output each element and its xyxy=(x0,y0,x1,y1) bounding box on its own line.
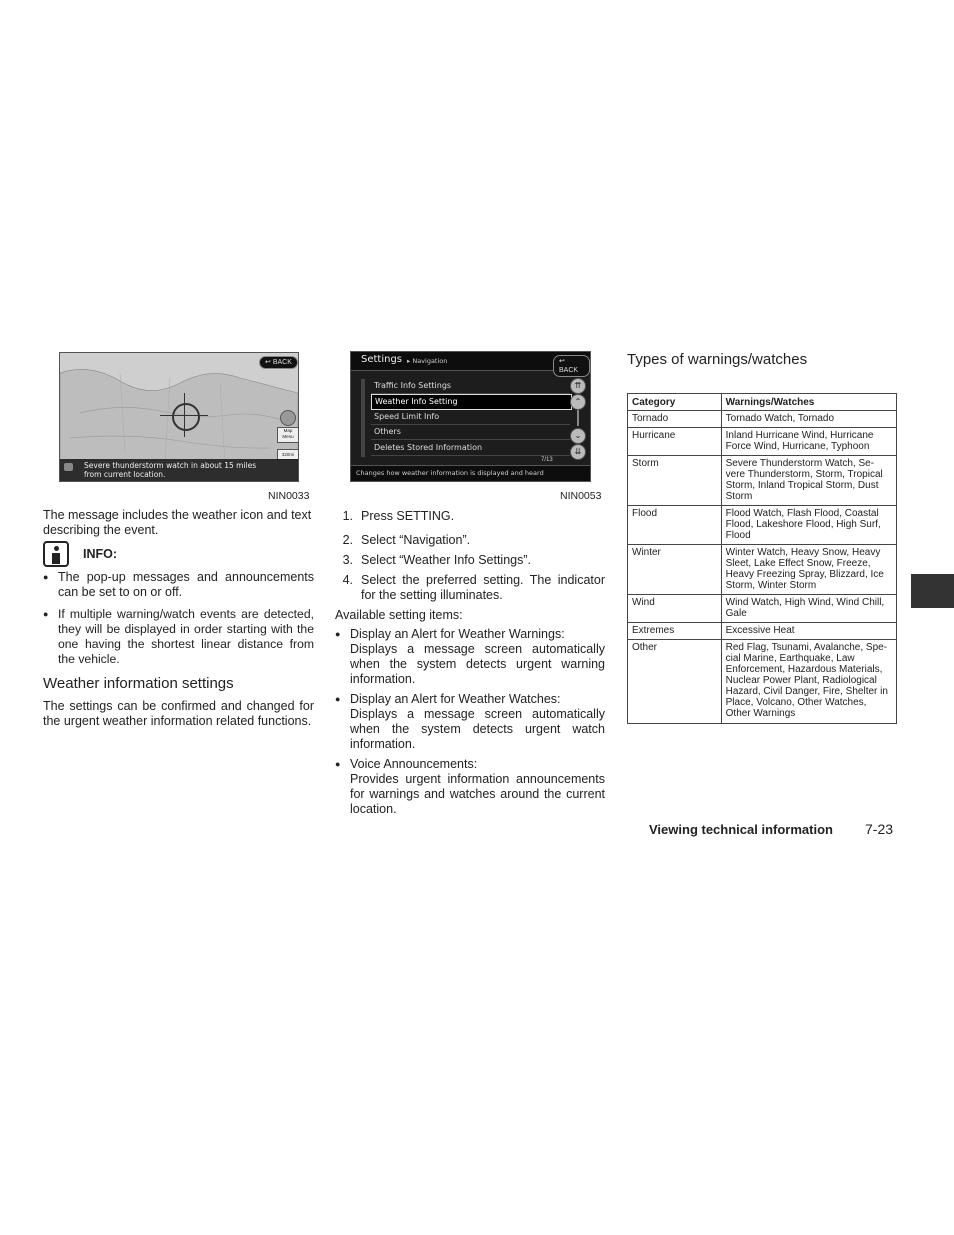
page-count: 7/13 xyxy=(541,457,553,463)
status-text: Changes how weather information is displayed and heard xyxy=(356,469,544,477)
header-warnings: Warnings/Watches xyxy=(721,394,896,411)
menu-item-traffic[interactable]: Traffic Info Settings xyxy=(371,379,570,394)
menu-accent xyxy=(361,379,365,457)
info-bullet: ● The pop-up messages and announcements can be set to on or off. xyxy=(43,570,314,600)
setting-item: ● Display an Alert for Weather Watches: Displays a message screen automatically when the system detects urgent watch information. xyxy=(335,692,605,752)
back-button-2[interactable]: ↩ BACK xyxy=(553,355,590,377)
step-item: 3. Select “Weather Info Settings”. xyxy=(342,553,531,567)
table-row: Other Red Flag, Tsunami, Avalanche, Spe- cial Marine, Earthquake, Law Enforcement, Hazardous Materials, Nuclear Power Plant, Radiological Hazard, Civil Danger, Fire, Shelter in Place, Volcano, Other Watches, Other Warnings xyxy=(628,640,897,724)
settings-title: Settings xyxy=(361,354,403,365)
map-scale: 320mi xyxy=(277,449,299,460)
section-title-weather: Weather information settings xyxy=(43,675,234,692)
table-row: Extremes Excessive Heat xyxy=(628,623,897,640)
table-row: Tornado Tornado Watch, Tornado xyxy=(628,411,897,428)
status-bar xyxy=(351,465,590,482)
step-item: 1. Press SETTING. xyxy=(342,509,455,523)
menu-item-delete[interactable]: Deletes Stored Information xyxy=(371,441,570,456)
info-bullet: ● If multiple warning/watch events are detected, they will be displayed in order starting with the one having the shortest linear distance from the vehicle. xyxy=(43,607,314,667)
scrollbar[interactable] xyxy=(577,410,579,426)
footer-section: Viewing technical information xyxy=(649,822,833,837)
figure2-caption: NIN0053 xyxy=(560,490,602,502)
table-row: Wind Wind Watch, High Wind, Wind Chill, Gale xyxy=(628,595,897,623)
page-number: 7-23 xyxy=(865,821,894,837)
crosshair-v-line xyxy=(184,393,185,437)
table-row: Storm Severe Thunderstorm Watch, Se- vere Thunderstorm, Storm, Tropical Storm, Inland Tropical Storm, Dust Storm xyxy=(628,456,897,506)
menu-item-speed[interactable]: Speed Limit Info xyxy=(371,410,570,425)
alert-bar xyxy=(60,459,298,481)
map-screenshot xyxy=(59,352,299,482)
steps-list xyxy=(335,509,605,608)
setting-item: ● Voice Announcements: Provides urgent information announcements for warnings and watches around the current location. xyxy=(335,757,605,817)
available-label: Available setting items: xyxy=(335,608,463,622)
info-bullets xyxy=(43,570,314,673)
menu-item-others[interactable]: Others xyxy=(371,425,570,440)
table-header-row xyxy=(628,394,897,411)
table-row: Winter Winter Watch, Heavy Snow, Heavy Sleet, Lake Effect Snow, Freeze, Heavy Freezing Spray, Blizzard, Ice Storm, Winter Storm xyxy=(628,545,897,595)
warnings-table xyxy=(627,393,897,724)
crosshair-icon xyxy=(172,403,200,431)
scroll-up-icon[interactable]: ⌃ xyxy=(570,394,586,410)
scroll-bottom-icon[interactable]: ⇊ xyxy=(570,444,586,460)
setting-item: ● Display an Alert for Weather Warnings: Displays a message screen automatically when the system detects urgent warning information. xyxy=(335,627,605,687)
zoom-icon[interactable] xyxy=(280,410,296,426)
settings-breadcrumb: ▸ Navigation xyxy=(407,357,448,365)
scroll-top-icon[interactable]: ⇈ xyxy=(570,378,586,394)
info-heading: INFO: xyxy=(83,547,118,561)
chapter-tab xyxy=(911,574,954,608)
map-menu-button[interactable]: Map Menu xyxy=(277,427,299,443)
back-button[interactable]: ↩ BACK xyxy=(259,356,298,369)
step-item: 2. Select “Navigation”. xyxy=(342,533,471,547)
menu-item-weather[interactable]: Weather Info Setting xyxy=(371,394,572,410)
intro-paragraph: The message includes the weather icon and text describing the event. xyxy=(43,508,312,537)
settings-screenshot xyxy=(350,351,591,482)
section-body: The settings can be confirmed and changed for the urgent weather information related functions. xyxy=(43,699,314,728)
weather-icon xyxy=(64,463,73,471)
types-title: Types of warnings/watches xyxy=(627,351,808,368)
settings-items xyxy=(335,627,605,823)
table-row: Hurricane Inland Hurricane Wind, Hurricane Force Wind, Hurricane, Typhoon xyxy=(628,428,897,456)
scroll-down-icon[interactable]: ⌄ xyxy=(570,428,586,444)
info-icon xyxy=(43,541,69,567)
alert-text-line1: Severe thunderstorm watch in about 15 miles xyxy=(84,461,257,470)
figure1-caption: NIN0033 xyxy=(268,490,310,502)
table-row: Flood Flood Watch, Flash Flood, Coastal Flood, Lakeshore Flood, High Surf, Flood xyxy=(628,506,897,545)
header-category: Category xyxy=(628,394,722,411)
alert-text-line2: from current location. xyxy=(84,470,166,479)
settings-header xyxy=(351,352,590,374)
step-item: 4. Select the preferred setting. The indicator for the setting illuminates. xyxy=(342,573,605,602)
